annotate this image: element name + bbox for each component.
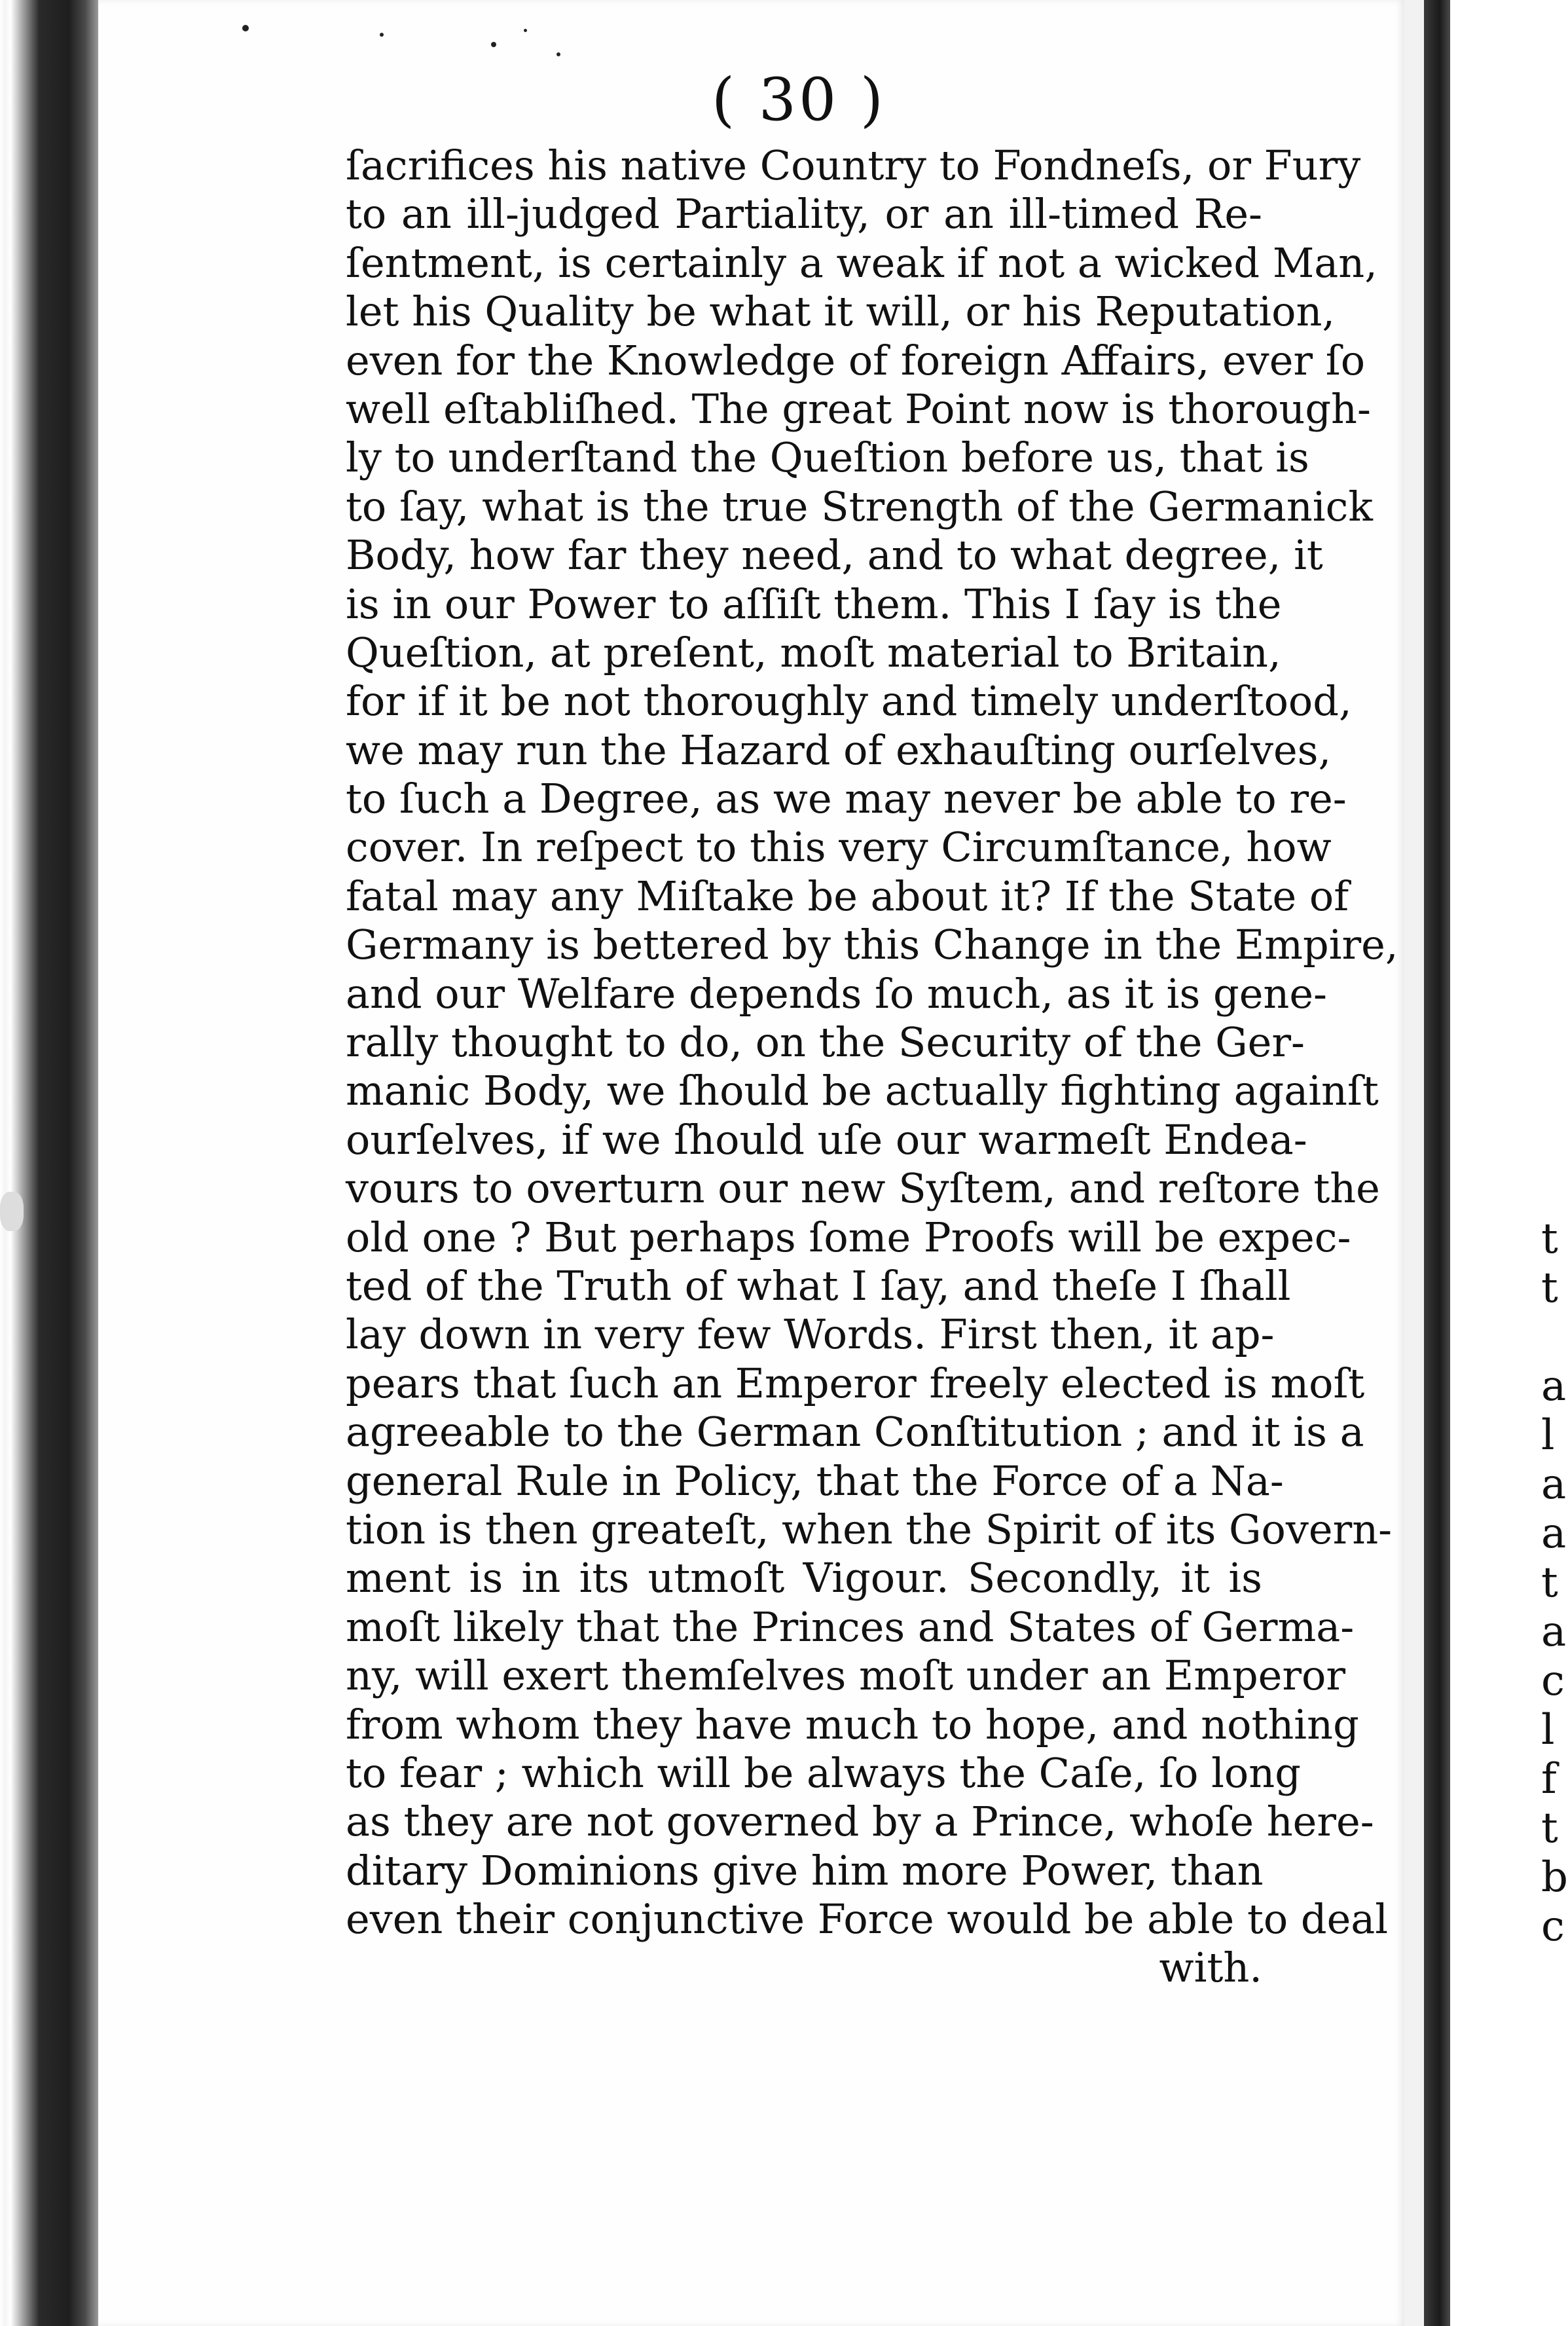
text-line: and our Welfare depends ſo much, as it is gene- <box>346 969 1327 1018</box>
text-line: cover. In reſpect to this very Circumſtance, how <box>346 823 1332 872</box>
text-line: ſacrifices his native Country to Fondneſs, or Fury <box>346 141 1361 189</box>
facing-fragment: a <box>1541 1362 1567 1411</box>
facing-fragment: t <box>1541 1215 1558 1263</box>
right-binding-shadow <box>1424 0 1450 2326</box>
facing-fragment: b <box>1541 1853 1568 1902</box>
text-line: even their conjunctive Force would be able to deal <box>346 1895 1389 1944</box>
text-line: well eſtabliſhed. The great Point now is thorough- <box>346 384 1371 433</box>
text-line: rally thought to do, on the Security of the Ger- <box>346 1018 1305 1067</box>
text-line: we may run the Hazard of exhauſting ourſelves, <box>346 726 1332 774</box>
text-line: Queſtion, at preſent, moſt material to Britain, <box>346 628 1281 676</box>
edge-blot <box>0 1192 24 1231</box>
text-line: Germany is bettered by this Change in the Empire, <box>346 921 1398 969</box>
text-line: ditary Dominions give him more Power, than <box>346 1846 1264 1894</box>
text-line: ourſelves, if we ſhould uſe our warmeſt Endea- <box>346 1115 1307 1164</box>
text-line: let his Quality be what it will, or his Reputation, <box>346 287 1336 336</box>
text-line: general Rule in Policy, that the Force of a Na- <box>346 1456 1284 1505</box>
text-line: fatal may any Miſtake be about it? If the State of <box>346 872 1349 920</box>
text-line: to ſuch a Degree, as we may never be able to re- <box>346 775 1347 823</box>
facing-fragment: a <box>1541 1460 1567 1509</box>
facing-fragment: l <box>1541 1706 1555 1754</box>
facing-fragment: c <box>1541 1657 1565 1705</box>
facing-fragment: l <box>1541 1411 1555 1460</box>
text-line: from whom they have much to hope, and nothing <box>346 1700 1359 1748</box>
page-number: ( 30 ) <box>712 65 886 134</box>
print-specks <box>216 13 609 92</box>
body-text <box>346 141 1398 1993</box>
page-gutter <box>1404 0 1424 2326</box>
text-line: pears that ſuch an Emperor freely elected is moſt <box>346 1359 1365 1407</box>
left-binding-shadow <box>0 0 98 2326</box>
text-line: old one ? But perhaps ſome Proofs will be expec- <box>346 1213 1351 1261</box>
text-line: tion is then greateſt, when the Spirit of its Govern- <box>346 1505 1393 1553</box>
facing-fragment: t <box>1541 1264 1558 1312</box>
facing-fragment: a <box>1541 1608 1567 1656</box>
facing-fragment: c <box>1541 1902 1565 1951</box>
facing-page-fragments <box>1541 0 1568 2326</box>
text-line: manic Body, we ſhould be actually fighting againſt <box>346 1067 1379 1115</box>
text-line-catchword: with. <box>1159 1944 1262 1992</box>
text-line: is in our Power to aſſiſt them. This I ſay is the <box>346 580 1282 628</box>
text-line: as they are not governed by a Prince, whoſe here- <box>346 1798 1374 1846</box>
text-line: Body, how far they need, and to what degree, it <box>346 531 1323 580</box>
facing-fragment: f <box>1541 1755 1557 1803</box>
text-line: ſentment, is certainly a weak if not a wicked Man, <box>346 238 1377 287</box>
text-line: ny, will exert themſelves moſt under an Emperor <box>346 1652 1345 1700</box>
facing-fragment: a <box>1541 1509 1567 1558</box>
text-line: even for the Knowledge of foreign Affairs, ever ſo <box>346 336 1366 384</box>
text-line: ly to underſtand the Queſtion before us, that is <box>346 434 1309 482</box>
text-line: ted of the Truth of what I ſay, and theſe I ſhall <box>346 1261 1291 1310</box>
text-line: agreeable to the German Conſtitution ; and it is a <box>346 1408 1364 1456</box>
text-line: to an ill-judged Partiality, or an ill-timed Re- <box>346 190 1262 238</box>
text-line: vours to overturn our new Syſtem, and reſtore the <box>346 1164 1380 1213</box>
facing-fragment: t <box>1541 1804 1558 1853</box>
text-line: to fear ; which will be always the Caſe, ſo long <box>346 1748 1301 1797</box>
text-line: to ſay, what is the true Strength of the Germanick <box>346 482 1373 530</box>
text-line: lay down in very few Words. First then, it ap- <box>346 1310 1275 1359</box>
text-line: ment is in its utmoſt Vigour. Secondly, it is <box>346 1554 1262 1602</box>
text-line: moſt likely that the Princes and States of Germa- <box>346 1602 1355 1651</box>
text-line: for if it be not thoroughly and timely underſtood, <box>346 677 1352 726</box>
facing-fragment: t <box>1541 1559 1558 1607</box>
